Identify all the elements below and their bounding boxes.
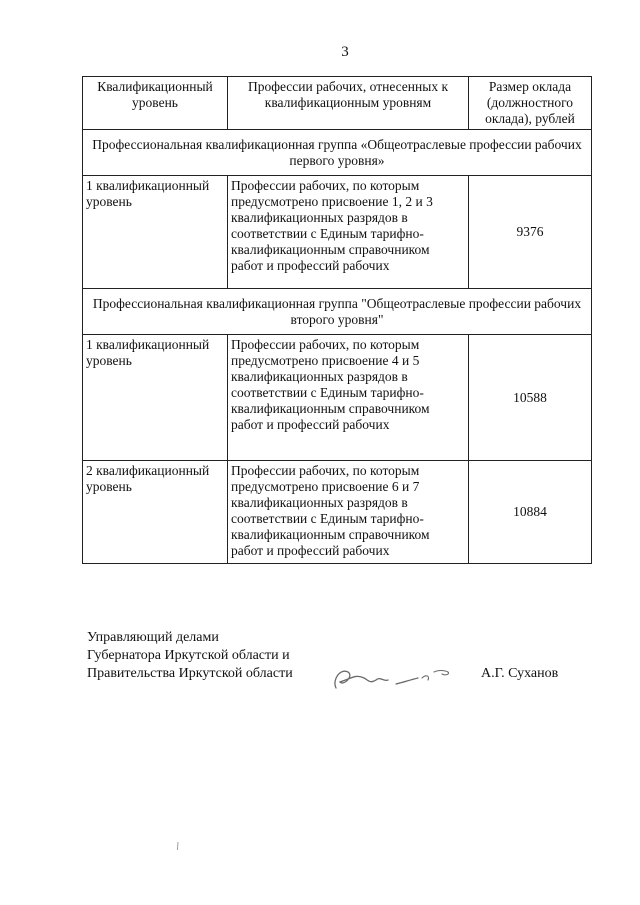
salary-cell: 10884 xyxy=(469,461,592,564)
signatory-line: Управляющий делами xyxy=(87,630,219,645)
level-cell: 2 квалификационный уровень xyxy=(83,461,228,564)
page-number: 3 xyxy=(341,44,349,60)
description-cell: Профессии рабочих, по которым предусмотрено присвоение 1, 2 и 3 квалификационных разрядов в соответствии с Единым тарифно-квалификационным справочником работ и профессий рабочих xyxy=(228,176,469,289)
table-row xyxy=(83,176,592,289)
table-row xyxy=(83,335,592,461)
table-header-row xyxy=(83,77,592,130)
group-row xyxy=(83,130,592,176)
group-title: Профессиональная квалификационная группа "Общеотраслевые профессии рабочих второго уровня" xyxy=(83,289,592,335)
description-cell: Профессии рабочих, по которым предусмотрено присвоение 4 и 5 квалификационных разрядов в соответствии с Единым тарифно-квалификационным справочником работ и профессий рабочих xyxy=(228,335,469,461)
header-professions: Профессии рабочих, отнесенных к квалификационным уровням xyxy=(228,77,469,130)
description-cell: Профессии рабочих, по которым предусмотрено присвоение 6 и 7 квалификационных разрядов в соответствии с Единым тарифно-квалификационным справочником работ и профессий рабочих xyxy=(228,461,469,564)
signatory-title xyxy=(87,629,293,683)
group-title: Профессиональная квалификационная группа «Общеотраслевые профессии рабочих первого уровня» xyxy=(83,130,592,176)
salary-cell: 10588 xyxy=(469,335,592,461)
header-salary: Размер оклада (должностного оклада), рублей xyxy=(469,77,592,130)
signatory-line: Губернатора Иркутской области и xyxy=(87,648,290,663)
level-cell: 1 квалификационный уровень xyxy=(83,176,228,289)
signer-name: А.Г. Суханов xyxy=(481,666,559,681)
handwritten-signature-icon xyxy=(330,660,460,694)
group-row xyxy=(83,289,592,335)
salary-table xyxy=(82,76,592,564)
level-cell: 1 квалификационный уровень xyxy=(83,335,228,461)
salary-cell: 9376 xyxy=(469,176,592,289)
header-level: Квалификационный уровень xyxy=(83,77,228,130)
table-row xyxy=(83,461,592,564)
scan-mark-icon xyxy=(176,842,180,850)
signatory-line: Правительства Иркутской области xyxy=(87,666,293,681)
